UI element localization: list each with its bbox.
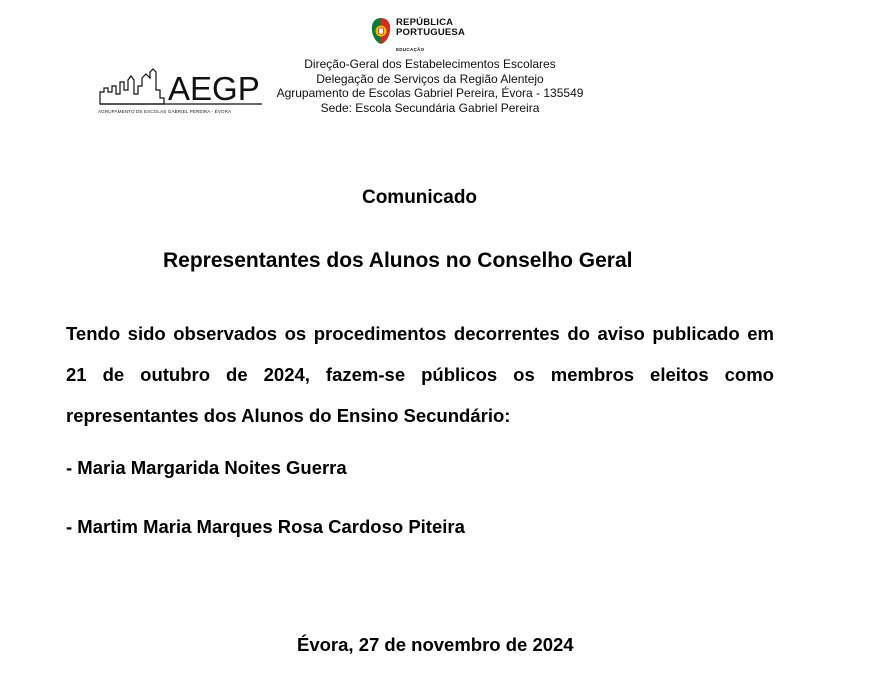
date-line: Évora, 27 de novembro de 2024 [297,634,574,655]
republica-line-1: REPÚBLICA [396,17,454,28]
aegp-logo-text: AEGP [168,70,260,107]
aegp-logo [98,64,262,118]
document-type-heading: Comunicado [361,187,478,208]
portuguese-emblem-icon [370,16,392,46]
institution-header [270,57,590,115]
header-line-1: Direção-Geral dos Estabelecimentos Escolares [304,57,556,71]
republica-line-2: PORTUGUESA [396,27,466,38]
member-item: - Maria Margarida Noites Guerra [66,457,347,478]
document-title: Representantes dos Alunos no Conselho Geral [163,249,633,272]
header-line-3: Agrupamento de Escolas Gabriel Pereira, Évora - 135549 [276,86,584,100]
republica-subtitle: EDUCAÇÃO [396,47,425,52]
aegp-caption: AGRUPAMENTO DE ESCOLAS GABRIEL PEREIRA - ÉVORA [98,109,232,114]
announcement-paragraph: Tendo sido observados os procedimentos decorrentes do aviso publicado em 21 de outubro de 2024, fazem-se públicos os membros eleitos como representantes dos Alunos do Ensino Secundário: [66,323,774,426]
city-skyline-icon [98,64,262,110]
header-line-4: Sede: Escola Secundária Gabriel Pereira [320,100,540,115]
republica-portuguesa-logo [370,14,480,56]
member-item: - Martim Maria Marques Rosa Cardoso Piteira [66,516,465,537]
header-line-2: Delegação de Serviços da Região Alentejo [316,71,544,86]
